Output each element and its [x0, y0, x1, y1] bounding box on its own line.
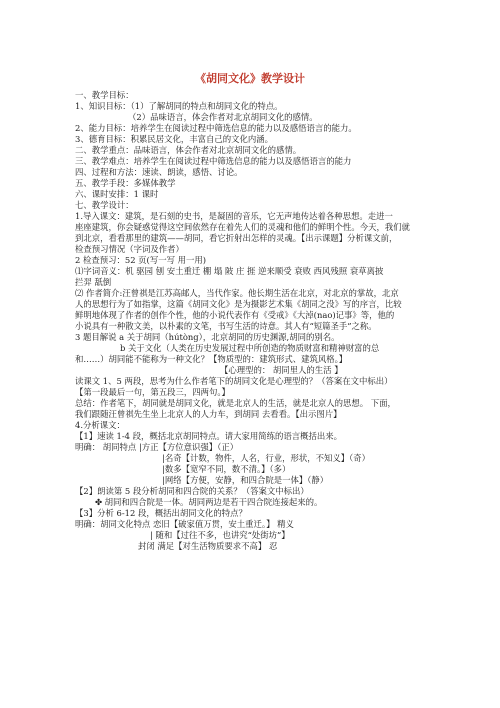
text-line: 明确： 胡同特点 |方正【方位意识强】（正） [75, 442, 239, 452]
text-line: 和……）胡同能不能称为一种文化？【物质型的：建筑形式、建筑风格。】 [75, 354, 348, 364]
text-line: 1.导入课文：建筑，是石刻的史书，是凝固的音乐，它无声地传达着各种思想。走进一 [75, 211, 393, 221]
text-line: 三、教学难点：培养学生在阅读过程中筛选信息的能力以及感悟语言的能力 [75, 156, 352, 166]
text-line: 拦羿 舐倒 [75, 277, 112, 287]
text-line: b 关于文化（人类在历史发展过程中所创造的物质财富和精神财富的总 [120, 343, 380, 353]
text-line: 我们跟随汪曾祺先生坐上北京人的人力车，到胡同 去看看。【出示图片】 [75, 409, 342, 419]
text-line: ✤ 胡同和四合院是一体。胡同两边是若干四合院连接起来的。 [95, 497, 323, 507]
text-line: 检查预习情况（字词及作者） [75, 244, 184, 254]
text-line: 四、过程和方法：速读、朗读，感悟、讨论。 [75, 167, 243, 177]
text-line: | 随和【过往不多，也讲究“处街坊”】 [150, 530, 290, 540]
text-line: ⑴字词音义：机 驱园 刨 安土重迁 棚 塌 陂 庄 捱 逆来顺受 衰败 西风残照 衰草离披 [75, 266, 384, 276]
text-line: ⑵ 作者简介:汪曾祺是江苏高邮人，当代作家。他长期生活在北京，对北京的掌故，北京 [75, 288, 399, 298]
text-line: 3 题目解说 a 关于胡同（hútòng），北京胡同的历史渊源,胡同的别名。 [75, 332, 340, 342]
text-line: 4.分析课文： [75, 420, 125, 430]
text-line: 【1】速读 1-4 段，概括北京胡同特点。请大家用简练的语言概括出来。 [75, 431, 343, 441]
text-line: |数多【宽窄不同，数不清。】（多） [162, 464, 291, 474]
text-line: 到北京，看看那里的建筑——胡同，看它折射出怎样的灵魂。【出示课题】分析课文前， [75, 233, 398, 243]
text-line: 七、教学设计： [75, 200, 134, 210]
text-line: 总结：作者笔下，胡同就是胡同文化，就是北京人的生活，就是北京人的思想。 下面， [75, 398, 396, 408]
text-line: 3、德育目标：积累民居文化，丰富自己的文化内涵。 [75, 134, 273, 144]
text-line: 【2】朗读第 5 段分析胡同和四合院的关系？（答案文中标出） [75, 486, 309, 496]
text-line: 【3】分析 6-12 段，概括出胡同文化的特点？ [75, 508, 247, 518]
text-line: 【心理型的： 胡同里人的生活 】 [220, 365, 343, 375]
text-line: 2 检查预习：52 页(写一写 用一用) [75, 255, 207, 265]
text-line: 读课文 1、5 两段，思考为什么作者笔下的胡同文化是心理型的？（答案在文中标出） [75, 376, 393, 386]
text-line: 座座建筑，你会疑惑觉得这空间依然存在着先人们的灵魂和他们的鲜明个性。今天，我们就 [75, 222, 410, 232]
text-line: 封闭 满足【对生活物质要求不高】 忍 [138, 541, 278, 551]
text-line: 五、教学手段：多媒体教学 [75, 178, 176, 188]
text-line: 明确：胡同文化特点 恋旧【破家值万贯，安土重迁。】 精义 [75, 519, 294, 529]
text-line: （2）品味语言，体会作者对北京胡同文化的感情。 [128, 112, 318, 122]
text-line: |名奇【计数，物件，人名，行业，形状，不知义】（奇） [162, 453, 370, 463]
text-line: 2、能力目标：培养学生在阅读过程中筛选信息的能力以及感悟语言的能力。 [75, 123, 357, 133]
text-line: 人的思想行为了如指掌，这篇《胡同文化》是为摄影艺术集《胡同之没》写的序言，比较 [75, 299, 402, 309]
text-line: 【第一段最后一句，第五段三，四两句。】 [75, 387, 230, 397]
text-line: 二、教学重点：品味语言，体会作者对北京胡同文化的感情。 [75, 145, 302, 155]
document-title: 《胡同文化》教学设计 [195, 72, 305, 85]
text-line: 六、课时安排：1 课时 [75, 189, 159, 199]
text-line: 一、教学目标： [75, 90, 134, 100]
text-line: 小说具有一种散文美，以朴素的文笔，书写生活的诗意。其人有“短篇圣手”之称。 [75, 321, 377, 331]
text-line: 鲜明地体现了作者的创作个性，他的小说代表作有《受戒》《大淖(nao)记事》等，他的 [75, 310, 395, 320]
text-line: |网络【方便，安静，和四合院是一体】（静） [162, 475, 329, 485]
text-line: 1、知识目标：（1）了解胡同的特点和胡同文化的特点。 [75, 101, 283, 111]
